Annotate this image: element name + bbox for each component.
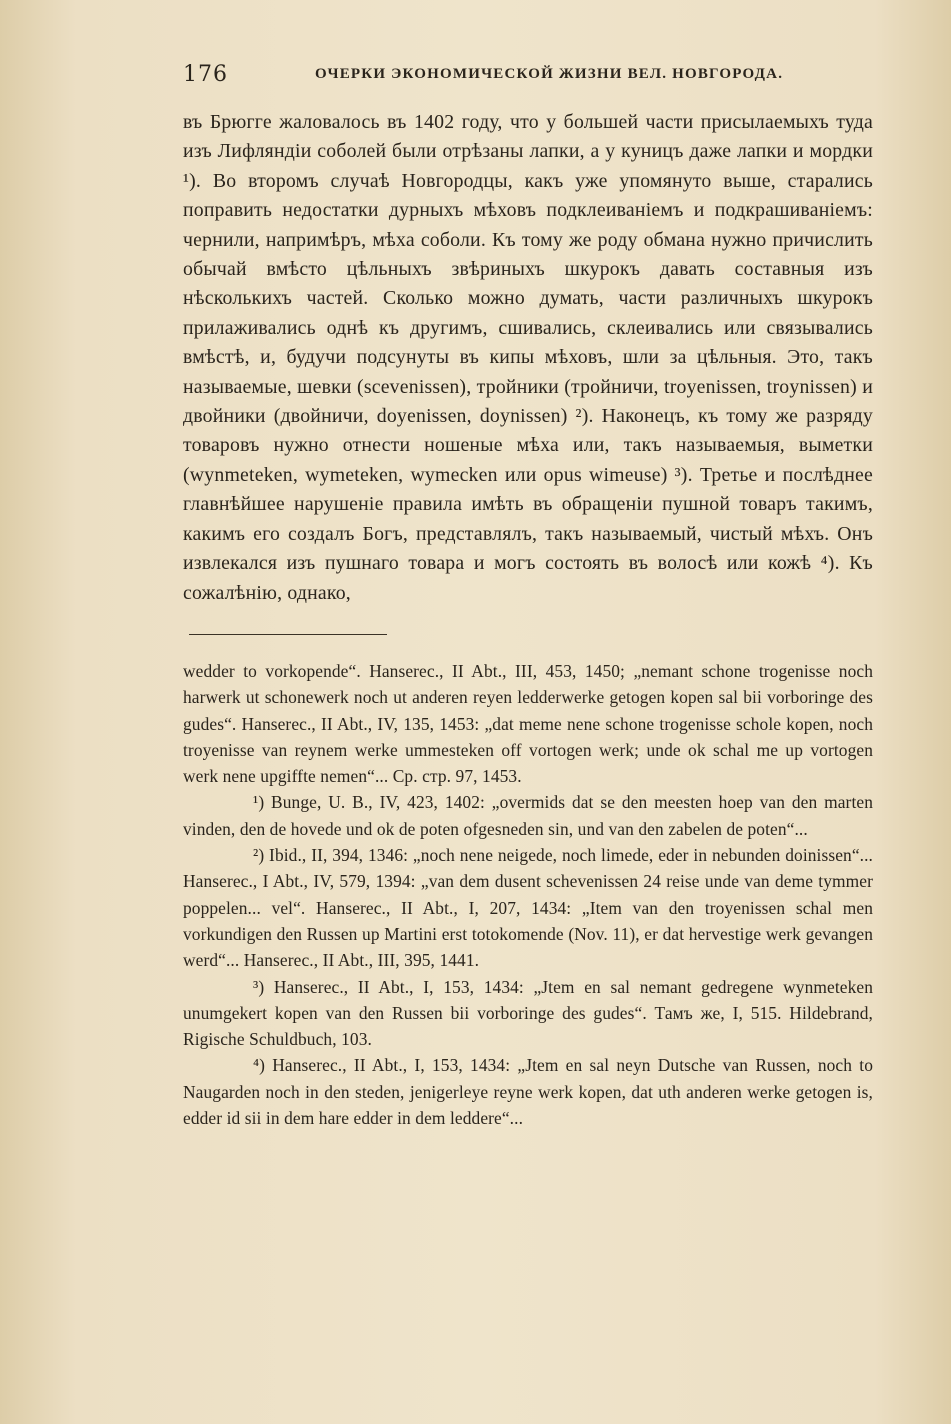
footnote-separator [189,634,387,635]
footnote-1: ¹) Bunge, U. B., IV, 423, 1402: „overmids dat se den meesten hoep van den marten vinden, den de hovede und ok de poten ofgesneden sin, und van den zabelen de poten“... [183,792,873,839]
footnote-2: ²) Ibid., II, 394, 1346: „noch nene neigede, noch limede, eder in nebunden doinissen“... Hanserec., I Abt., IV, 579, 1394: „van dem dusent schevenissen 24 reise unde van deme tymmer poppelen... vel“. Hanserec., II Abt., I, 207, 1434: „Item van den troyenissen schal men vorkundigen den Russen up Martini erst totokomende (Nov. 11), er dat hervestige werk gevangen werd“... Hanserec., II Abt., III, 395, 1441. [183,845,873,971]
main-text [183,108,873,608]
main-paragraph: въ Брюгге жаловалось въ 1402 году, что у большей части присылаемыхъ туда изъ Лифляндiи соболей были отрѣзаны лапки, а у куницъ даже лапки и мордки ¹). Во второмъ случаѣ Новгородцы, какъ уже упомянуто выше, старались поправить недостатки дурныхъ мѣховъ подклеиванiемъ и подкрашиванiемъ: чернили, напримѣръ, мѣха соболи. Къ тому же роду обмана нужно причислить обычай вмѣсто цѣльныхъ звѣриныхъ шкурокъ давать составныя изъ нѣсколькихъ частей. Сколько можно думать, части различныхъ шкурокъ прилаживались однѣ къ другимъ, сшивались, склеивались или связывались вмѣстѣ, и, будучи подсунуты въ кипы мѣховъ, шли за цѣльныя. Это, такъ называемые, шевки (scevenissen), тройники (тройничи, troyenissen, troynissen) и двойники (двойничи, doyenissen, doynissen) ²). Наконецъ, къ тому же разряду товаровъ нужно отнести ношеные мѣха или, такъ называемыя, выметки (wynmeteken, wymeteken, wymecken или opus wimeuse) ³). Третье и послѣднее главнѣйшее нарушенiе правила имѣть въ обращенiи пушной товаръ такимъ, какимъ его создалъ Богъ, представлялъ, такъ называемый, чистый мѣхъ. Онъ извлекался изъ пушнаго товара и могъ состоять въ волосѣ или кожѣ ⁴). Къ сожалѣнiю, однако, [183,111,873,604]
footnote-4: ⁴) Hanserec., II Abt., I, 153, 1434: „Jtem en sal neyn Dutsche van Russen, noch to Naugarden noch in den steden, jenigerleye reyne werk kopen, dat uth anderen werke getogen is, edder id sii in dem hare edder in dem leddere“... [183,1055,873,1129]
footnotes [183,658,873,1131]
page-header [183,62,873,92]
footnote-continuation: wedder to vorkopende“. Hanserec., II Abt., III, 453, 1450; „nemant schone trogenisse noch harwerk ut schonewerk noch ut anderen reyen ledderwerke getogen kopen sal bii vorboringe des gudes“. Hanserec., II Abt., IV, 135, 1453: „dat meme nene schone trogenisse schole kopen, noch troyenisse van reynem werke ummesteken off vortogen werk; unde ok schal me up vortogen werk nene upgiffte nemen“... Ср. стр. 97, 1453. [183,661,873,787]
running-head: ОЧЕРКИ ЭКОНОМИЧЕСКОЙ ЖИЗНИ ВЕЛ. НОВГОРОДА. [315,66,784,82]
page-number: 176 [183,62,228,87]
footnote-3: ³) Hanserec., II Abt., I, 153, 1434: „Jtem en sal nemant gedregene wynmeteken unumgekert kopen van den Russen bii vorboringe des gudes“. Тамъ же, I, 515. Hildebrand, Rigische Schuldbuch, 103. [183,976,873,1050]
